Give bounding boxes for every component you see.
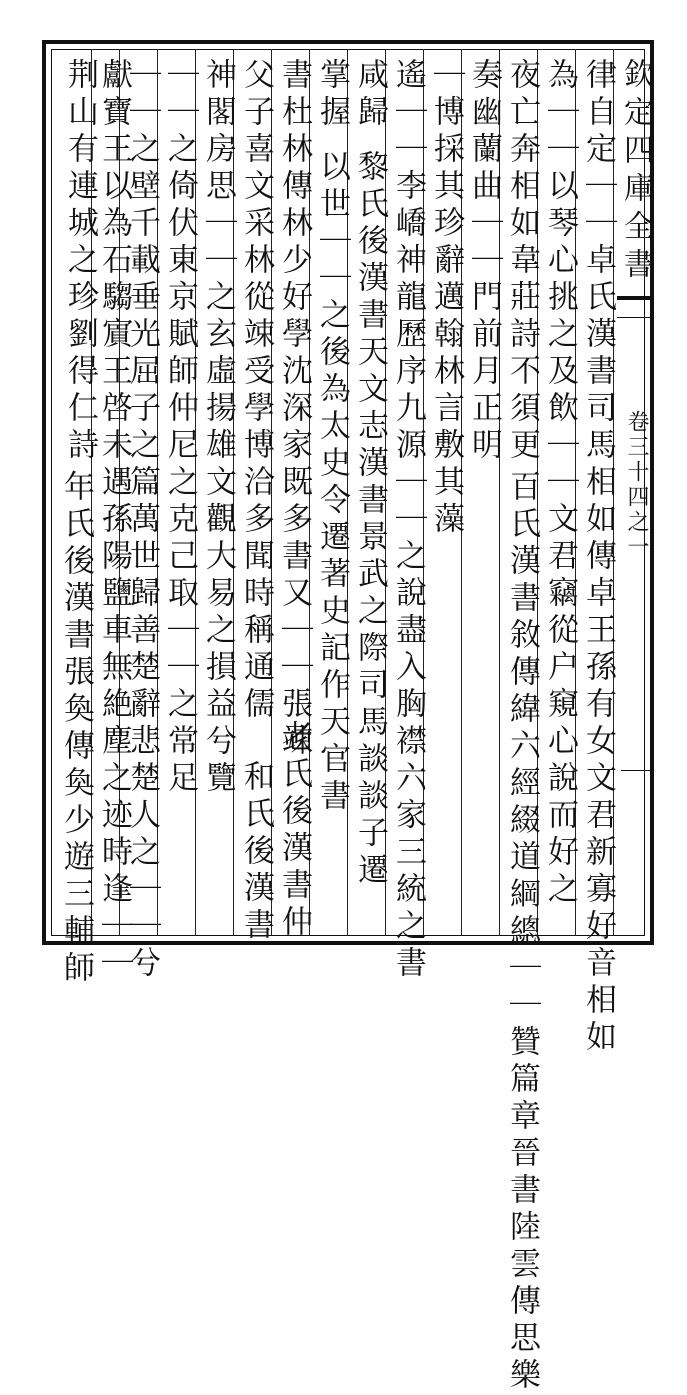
text-column-4: 奏幽蘭曲｜｜門前月正明: [466, 58, 502, 465]
text-column-11: 神閣房思｜｜之玄虛揚雄文觀大易之損益兮覽: [200, 58, 236, 798]
note-lao: 老氏後漢書仲: [276, 720, 312, 942]
text-column-6: 遙｜｜李嶠神龍歷序九源｜｜之說盡入胸襟六家三統之書: [390, 58, 426, 983]
volume-label: 卷三十四之一: [624, 410, 649, 560]
text-column-2: 為｜｜以琴心挑之及飲｜｜文君竊從户窺心說而好之: [542, 58, 578, 909]
text-column-13: ｜｜之壁千載垂光屈子之篇萬世歸善楚辭悲楚人之｜｜兮: [124, 58, 160, 983]
note-bai: 百氏漢書敘傳緯六經綴道綱總｜｜贊篇章晉書陸雲傳思樂: [504, 470, 540, 1395]
text-column-5: ｜博採其珍辭邁翰林言敷其藻: [428, 58, 464, 539]
text-column-9: 書杜林傳林少好學沈深家既多書又｜｜張竦: [276, 58, 312, 761]
fishtail-mark: [617, 296, 654, 318]
book-title: 欽定四庫全書: [618, 58, 653, 286]
note-nian: 年氏後漢書張奐傳奐少遊三輔師: [58, 470, 94, 988]
note-li: 黎氏後漢書天文志漢書景武之際司馬談談子遷: [352, 150, 388, 890]
page-mark: [621, 770, 651, 771]
note-li-b: 以世｜｜之後為太史令遷著史記作天官書: [314, 150, 350, 816]
note-he: 和氏後漢書: [238, 760, 274, 945]
text-column-1: 律自定｜｜卓氏漢書司馬相如傳卓王孫有女文君新寡好音相如: [580, 58, 616, 1057]
text-column-7: 咸歸: [352, 58, 388, 132]
text-column-15: 荆山有連城之珍劉得仁詩: [62, 58, 98, 465]
text-column-12: ｜｜之倚伏東京賦師仲尼之克己取｜｜之常足: [162, 58, 198, 798]
text-column-8: 掌握: [314, 58, 350, 132]
text-column-14: 獻寶王以為石騶賔王啓未遇孫陽鹽車無絶塵之迹時逢｜｜: [96, 58, 132, 983]
text-column-3: 夜亡奔相如韋莊詩不須更: [504, 58, 540, 465]
text-column-10: 父子喜文采林從竦受學博洽多聞時稱通儒: [238, 58, 274, 724]
